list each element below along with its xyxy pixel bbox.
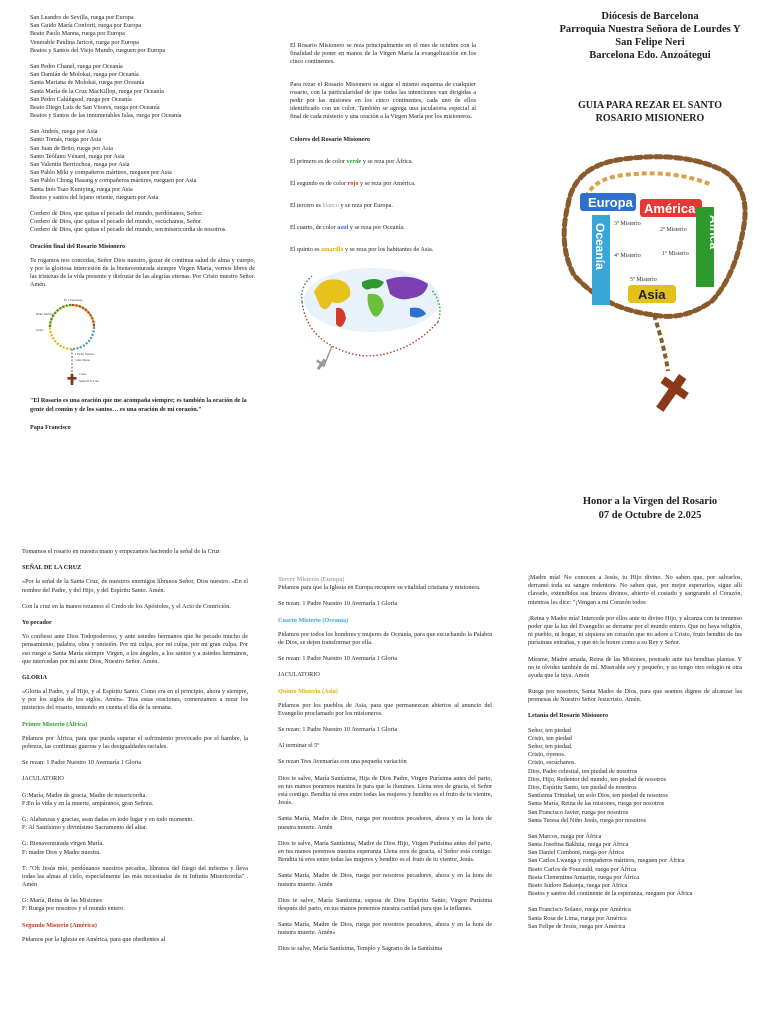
sign-of-cross-title: SEÑAL DE LA CRUZ bbox=[22, 564, 82, 572]
continent-label: Asia bbox=[638, 287, 666, 302]
fatima-prayer: T: "Oh Jesús mío, perdónanos nuestros pecados, líbranos del fuego del infierno y lleva todas las almas al cielo, especialmente las más necesitadas de tu Infinita Misericordia" . Amén bbox=[22, 864, 248, 889]
guide-title: GUIA PARA REZAR EL SANTO ROSARIO MISIONERO bbox=[577, 99, 723, 124]
creed-instruction: Con la cruz en la manos rezamos el Credo de los Apóstoles, y el Acto de Contrición. bbox=[22, 602, 231, 610]
list-item: San Valentín Berriochoa, ruega por Asia bbox=[30, 161, 130, 168]
color-word: azul bbox=[337, 224, 349, 232]
gloria-text: «Gloria al Padre, y al Hijo, y al Espíritu Santo. Como era en el principio, ahora y siempre, y por los siglos de los siglos. Amén». Tras estas oraciones, comenzamos a rezar los misterios del rosario, teniendo en cuenta el día de la semana. bbox=[22, 688, 248, 712]
list-item: Santa Inés Tsao Kuniying, ruega por Asia bbox=[30, 185, 133, 193]
list-item: San Leandro de Sevilla, ruega por Europa bbox=[30, 14, 134, 21]
third-mystery-title: Tercer Misterio (Europa) bbox=[278, 576, 345, 583]
list-item: Dios, Hijo, Redentor del mundo, ten piedad de nosotros bbox=[528, 775, 666, 783]
color-word: rojo bbox=[347, 179, 359, 187]
jaculatory-title: JACULATORIO bbox=[278, 671, 320, 679]
rosary-label: Padre Nuestro bbox=[36, 312, 54, 317]
color-word: verde bbox=[346, 157, 362, 165]
panel-opening-prayers bbox=[22, 548, 248, 1024]
list-item: San Francisco Javier, ruega por nosotros bbox=[528, 808, 629, 816]
list-item: Santa María de la Cruz MacKillop, ruega por Oceanía bbox=[30, 87, 164, 95]
list-item: Venerable Paulina Jaricot, ruega por Europa bbox=[30, 38, 139, 46]
city-title: Barcelona Edo. Anzoátegui bbox=[589, 50, 711, 62]
missionary-rosary-illustration bbox=[544, 145, 754, 425]
list-item: Dios, Padre celestial, ten piedad de nosotros bbox=[528, 767, 638, 775]
list-item: Beatos y Santos del Viejo Mundo, rueguen por Europa bbox=[30, 46, 166, 54]
hail-mary-2: Dios te salve, María Santísima, Madre de Dios Hijo, Virgen Purísima antes del parto, en tus manos ponemos nuestra esperanza Llena eres de gracia, el Señor está contigo. Bendita tú eres entre todas las mujeres y bendito es el fruto de tu vientre, Jesús. bbox=[278, 839, 492, 864]
after-fifth: Al terminar el 5º bbox=[278, 742, 320, 750]
fourth-mystery-text: Pidamos por todos los hombres y mujeres de Oceanía, para que escuchando la Palabra de Dios, se dejen transformar por ella. bbox=[278, 630, 492, 646]
rosary-label: 3 Ave María bbox=[75, 358, 90, 363]
world-map-rosary-image bbox=[292, 262, 452, 372]
prayer-mirame: Mírame, Madre amada, Reina de las Misiones, postrado ante tus benditas plantas. Y no te olvides también de mí. Miserable soy y pequeño, y no tengo otro refugio ni otra ayuda que la tuya. Amén bbox=[528, 655, 742, 679]
colors-title: Colores del Rosario Misionero bbox=[290, 135, 371, 143]
saints-oceania-list bbox=[30, 63, 255, 120]
prayer-count: Se rezan: 1 Padre Nuestro 10 Avemaría 1 Gloria bbox=[278, 726, 398, 734]
color-word: amarillo bbox=[321, 246, 344, 254]
rosary-label: 1 Padre Nuestro bbox=[75, 352, 95, 357]
first-mystery-title: Primer Misterio (África) bbox=[22, 720, 88, 728]
holy-mary-2: Santa María, Madre de Dios, ruega por nosotros pecadores, ahora y en la hora de nuestra muerte. Amén bbox=[278, 872, 492, 888]
holy-mary-1: Santa María, Madre de Dios, ruega por nosotros pecadores, ahora y en la hora de nuestra muerte. Amén bbox=[278, 815, 492, 831]
holy-mary-3: Santa María, Madre de Dios, ruega por nosotros pecadores, ahora y en la hora de nuestra muerte. Amén» bbox=[278, 921, 492, 937]
jaculatory-title: JACULATORIO bbox=[22, 775, 64, 783]
jaculatory-reina: G: María, Reina de las Misiones F: Ruega por nosotros y el mundo entero. bbox=[22, 897, 125, 913]
list-item: San Juan de Brito, ruega por Asia bbox=[30, 144, 113, 152]
continent-label: Oceanía bbox=[593, 223, 607, 270]
list-item: Cordero de Dios, que quitas el pecado del mundo, escúchanos, Señor. bbox=[30, 218, 203, 226]
prayer-madre-mia: ¡Madre mía! No conocen a Jesús, tu Hijo divino. No saben que, por salvarlos, derramó toda su sangre redentora. No saben que, por mejor esperarlos, sigue allí clavado, extendidos sus brazos divinos, abierto el costado y sangrando el Corazón, mientras les dice: "¡Vengan a mi Corazón todos bbox=[528, 574, 742, 606]
color-word: blanco bbox=[322, 202, 339, 210]
list-item: San Pedro Chanel, ruega por Oceanía bbox=[30, 62, 123, 70]
list-item: Santo Teófano Vénard, ruega por Asia bbox=[30, 152, 125, 160]
list-item: Santa Teresa del Niño Jesús, ruega por nosotros bbox=[528, 816, 647, 824]
list-item: Beatos y Santos de las innumerables Islas, ruega por Oceanía bbox=[30, 112, 182, 120]
hail-mary-3: Dios te salve, María Santísima, esposa de Dios Espíritu Santo, Virgen Purísima después del parto, en tus manos ponemos nuestra caridad para que la inflames. bbox=[278, 896, 492, 912]
color-line-3: El tercero es blanco y se reza por Europa. bbox=[290, 202, 393, 210]
hail-mary-1: Dios te salve, María Santísima, Hija de Dios Padre, Virgen Purísima antes del parto, en tus manos ponemos nuestra fe para que la ilumines. Llena eres de gracia, el Señor está contigo. Bendita tú eres entre todas las mujeres y bendito es el fruto de tu vientre, Jesús. bbox=[278, 774, 492, 807]
panel-closing-litany bbox=[528, 574, 742, 1024]
color-line-2: El segundo es de color rojo y se reza por América. bbox=[290, 179, 416, 187]
list-item: San Pedro Calúñgsod, ruega por Oceanía bbox=[30, 95, 132, 103]
panel-cover bbox=[540, 10, 760, 521]
saints-asia-list bbox=[30, 128, 255, 202]
list-item: San Felipe de Jesús, ruega por América bbox=[528, 922, 626, 930]
list-item: Cordero de Dios, que quitas el pecado del mundo, ten misericordia de nosotros. bbox=[30, 226, 227, 234]
agnus-dei bbox=[30, 210, 255, 235]
color-line-4: El cuarto, de color azul y se reza por Oceanía. bbox=[290, 224, 405, 232]
parish-title-2: San Felipe Neri bbox=[615, 37, 685, 49]
opening-instruction: Tomamos el rosario en nuestra mano y empezamos haciendo la señal de la Cruz bbox=[22, 548, 220, 555]
saints-europe-list bbox=[30, 14, 255, 55]
mystery-label: 4º Misterio bbox=[614, 253, 641, 259]
list-item: San Andrés, ruega por Asia bbox=[30, 128, 98, 136]
list-item: Cristo, óyenos. bbox=[528, 751, 566, 759]
list-item: Cristo, escúchanos. bbox=[528, 759, 576, 767]
parish-title: Parroquia Nuestra Señora de Lourdes Y bbox=[559, 24, 741, 36]
fifth-mystery-title: Quinto Misterio (Asia) bbox=[278, 687, 338, 695]
confiteor-text: Yo confieso ante Dios Todopoderoso, y ante ustedes hermanos que he pecado mucho de pensamiento, palabra, obra y omisión. Por mi culpa, por mi culpa, por mi gran culpa. Por eso ruego a Santa María siempre Virgen, a los ángeles, a los santos y a ustedes hermanos, que intercedan por mí ante Dios, Nuestro Señor. Amén. bbox=[22, 633, 248, 665]
intro-paragraph-1: El Rosario Misionero se reza principalmente en el mes de octubre con la finalidad de poner en manos de la Virgen María la evangelización en los cinco continentes. bbox=[290, 42, 476, 66]
list-item: San Pablo Miki y compañeros mártires, rueguen por Asia bbox=[30, 169, 172, 177]
list-item: San Pablo Chong Hasang y compañeros mártires, rueguen por Asia bbox=[30, 177, 197, 185]
list-item: Santa Mariana de Molokai, ruega por Oceanía bbox=[30, 79, 145, 87]
list-item: Cristo, ten piedad bbox=[528, 734, 572, 742]
honor-footer: Honor a la Virgen del Rosario 07 de Octubre de 2.025 bbox=[582, 496, 718, 521]
list-item: Santa María, Reina de las misiones, ruega por nosotros bbox=[528, 800, 665, 808]
saints-america-list bbox=[528, 906, 742, 931]
panel-mysteries bbox=[278, 576, 492, 1024]
list-item: Beato Diego Luis de San Vitores, ruega por Oceanía bbox=[30, 103, 160, 111]
list-item: San Francisco Solano, ruega por América bbox=[528, 906, 631, 914]
final-prayer-text: Te rogamos nos concedas, Señor Dios nuestro, gozar de continua salud de alma y cuerpo, y por la gloriosa intercesión de la bienaventurada siempre Virgen María, vernos libres de las tristezas de la vida presente y disfrutar de las alegrías eternas. Por Cristo nuestro Señor. Amén. bbox=[30, 256, 255, 289]
continent-label: América bbox=[644, 201, 696, 216]
list-item: Beato Paolo Manna, ruega por Europa bbox=[30, 30, 125, 38]
gloria-title: GLORIA bbox=[22, 673, 48, 681]
list-item: San Daniel Comboni, ruega por África bbox=[528, 849, 624, 857]
mystery-label: 5º Misterio bbox=[630, 277, 657, 283]
list-item: San Damián de Molokai, ruega por Oceanía bbox=[30, 71, 139, 79]
list-item: Santa Josefina Bakhita, ruega por África bbox=[528, 841, 629, 849]
first-mystery-text: Pidamos por África, para que pueda superar el sufrimiento provocado por el hambre, la pobreza, las continuas guerras y las desigualdades raciales. bbox=[22, 734, 248, 750]
panel-litany-continued bbox=[30, 14, 255, 514]
saints-africa-list bbox=[528, 833, 742, 899]
rosary-label: Credo bbox=[79, 372, 87, 377]
list-item: Dios, Espíritu Santo, ten piedad de nosotros bbox=[528, 783, 637, 791]
sign-of-cross-text: «Por la señal de la Santa Cruz, de nuestros enemigos líbranos Señor, Dios nuestro. «En el nombre del Padre, y del Hijo, y del Espíritu Santo. Amén. bbox=[22, 578, 248, 594]
list-item: Beatos y santos del continente de la esperanza, rueguen por África bbox=[528, 890, 693, 898]
litany-title: Letanía del Rosario Misionero bbox=[528, 712, 609, 720]
list-item: Beato Carlos de Foucauld, ruega por África bbox=[528, 865, 637, 873]
continent-label: Europa bbox=[588, 195, 633, 210]
list-item: Santo Tomás, ruega por Asia bbox=[30, 136, 102, 144]
second-mystery-title: Segundo Misterio (América) bbox=[22, 921, 97, 929]
rosary-label: Fe y Esperanza bbox=[64, 298, 83, 303]
jaculatory-madre: G:María, Madre de gracia, Madre de misericordia. F:En la vida y en la muerte, ampáranos, gran Señora. bbox=[22, 791, 154, 807]
prayer-reina-madre: ¡Reina y Madre mía! Intercede por ellos ante tu divino Hijo, y alcanza con tu inmenso poder que la luz del Evangelio se derrame por el mundo entero. Que no haya religión, ni pueblo, ni hogar, ni siquiera un corazón que no adore a Cristo, fruto bendito de tus purísimas entrañas, y que no le honre como a su Rey y Señor. bbox=[528, 614, 742, 647]
litany-list bbox=[528, 727, 742, 825]
list-item: San Guido María Conforti, ruega por Europa bbox=[30, 22, 142, 30]
fifth-mystery-text: Pidamos por los pueblos de Asia, para que permanezcan abiertos al anuncio del Evangelio proclamado por los misioneros. bbox=[278, 701, 492, 717]
intro-paragraph-2: Para rezar el Rosario Misionero se sigue el mismo esquema de cualquier rosario, con la particularidad de que todas las intenciones van dirigidas a pedir por las misiones en los cinco continentes, cada uno de ellos identificado con un color. También se agrega una jaculatoria especial al final de cada misterio y una oración a la Virgen María por los misioneros. bbox=[290, 80, 476, 121]
list-item: Cordero de Dios, que quitas el pecado del mundo, perdónanos, Señor. bbox=[30, 209, 203, 217]
hail-mary-4: Dios te salve, María Santísima, Templo y Sagrario de la Santísima bbox=[278, 945, 443, 953]
prayer-count: Se rezan: 1 Padre Nuestro 10 Avemaría 1 Gloria bbox=[22, 759, 142, 767]
cross-icon bbox=[648, 368, 695, 417]
list-item: San Carlos Lwanga y compañeros mártires, rueguen por África bbox=[528, 857, 685, 865]
continent-label: África bbox=[707, 215, 721, 250]
list-item: Beato Isidoro Bakanja, ruega por África bbox=[528, 882, 628, 889]
three-hail-marys: Se rezan Tres Avemarías con una pequeña variación bbox=[278, 758, 407, 766]
diocese-title: Diócesis de Barcelona bbox=[601, 11, 699, 22]
pope-quote: "El Rosario es una oración que me acompaña siempre; es también la oración de la gente del común y de los santos… es una oración de mi corazón." bbox=[30, 397, 247, 413]
jaculatory-bienaventurada: G: Bienaventurada virgen María. F: madre Dios y Madre nuestra. bbox=[22, 840, 104, 856]
third-mystery-text: Pidamos para que la Iglesia en Europa recupere su vitalidad cristiana y misionera. bbox=[278, 584, 481, 592]
list-item: Señor, ten piedad. bbox=[528, 743, 573, 750]
confiteor-title: Yo pecador bbox=[22, 618, 52, 626]
mystery-label: 3º Misterio bbox=[614, 221, 641, 227]
prayer-count: Se rezan: 1 Padre Nuestro 10 Avemaría 1 Gloria bbox=[278, 600, 398, 608]
rosary-label: Señal de la Cruz bbox=[79, 379, 99, 384]
quote-author: Papa Francisco bbox=[30, 423, 71, 431]
prayer-count: Se rezan: 1 Padre Nuestro 10 Avemaría 1 Gloria bbox=[278, 655, 398, 663]
jaculatory-alabanzas: G: Alabanzas y gracias, sean dadas en todo lugar y en todo momento. F: Al Santísimo y divinísimo Sacramento del altar. bbox=[22, 815, 194, 832]
fourth-mystery-title: Cuarto Misterio (Oceanía) bbox=[278, 616, 349, 624]
prayer-ruega: Ruega por nosotros, Santa Madre de Dios, para que seamos dignos de alcanzar las promesas de Nuestro Señor Jesucristo. Amén. bbox=[528, 688, 742, 704]
mystery-label: 1º Misterio bbox=[662, 251, 689, 257]
list-item: Señor, ten piedad bbox=[528, 726, 571, 734]
list-item: Santísima Trinidad, un solo Dios, ten piedad de nosotros bbox=[528, 792, 668, 800]
rosary-diagram bbox=[34, 297, 144, 389]
color-line-5: El quinto es amarillo y se reza por los habitantes de Asia. bbox=[290, 246, 434, 254]
list-item: San Marcos, ruega por África bbox=[528, 832, 602, 840]
second-mystery-text: Pidamos por la Iglesia en América, para que obedientes al bbox=[22, 935, 166, 943]
list-item: Beata Clementina Anuarite, ruega por África bbox=[528, 873, 639, 881]
list-item: Santa Rosa de Lima, ruega por América bbox=[528, 914, 627, 922]
cover-header bbox=[540, 10, 760, 63]
rosary-label: Gloria bbox=[36, 328, 44, 333]
mystery-label: 2º Misterio bbox=[660, 227, 687, 233]
color-line-1: El primero es de color verde y se reza por África. bbox=[290, 157, 414, 165]
list-item: Beatos y santos del lejano oriente, rueguen por Asia bbox=[30, 193, 159, 201]
final-prayer-title: Oración final del Rosario Misionero bbox=[30, 242, 126, 250]
